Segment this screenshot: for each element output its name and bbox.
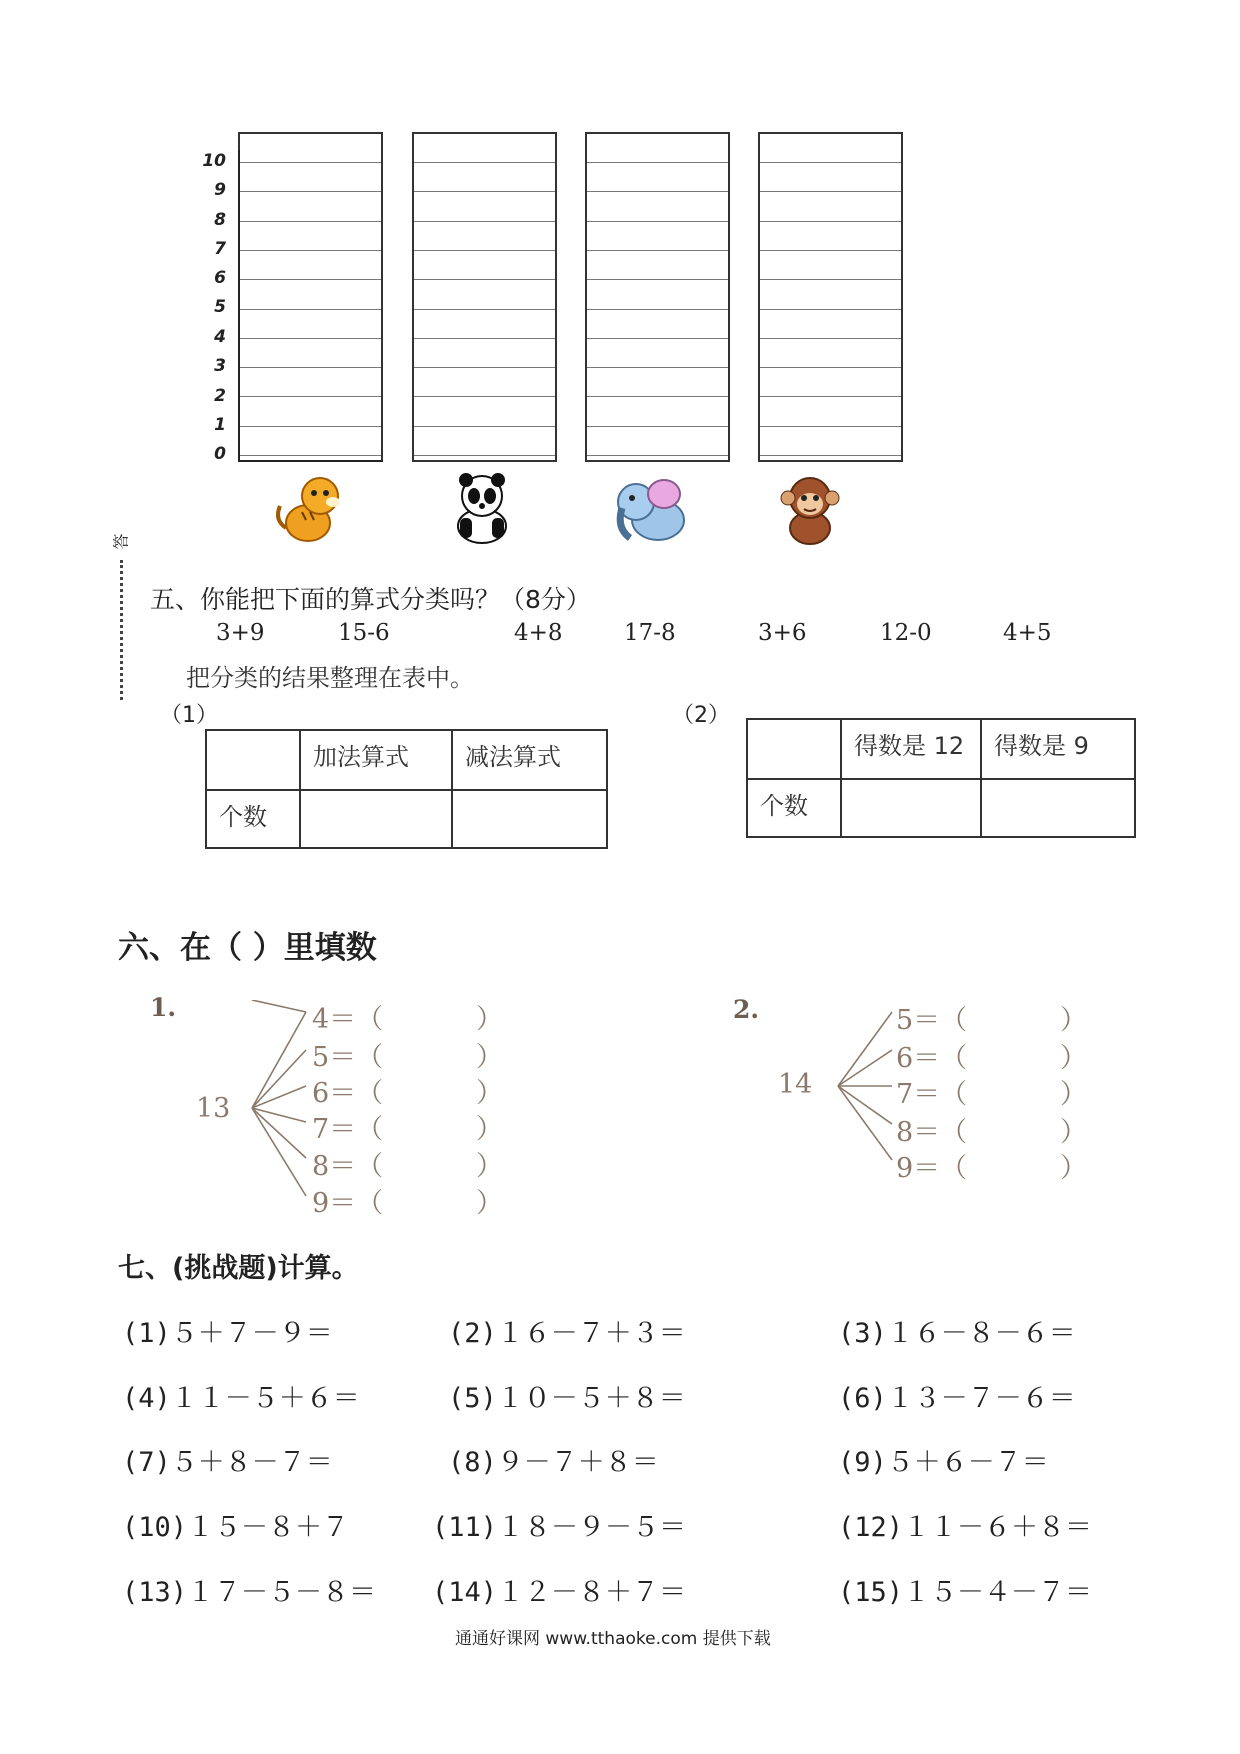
panda-icon (432, 468, 532, 548)
table-row-label: 个数 (747, 779, 841, 837)
tree2-item: 7＝（ (896, 1079, 968, 1110)
chart-column-1[interactable] (238, 132, 383, 462)
grid-line (414, 367, 555, 368)
side-mark: 答 (111, 533, 131, 550)
table-header: 得数是 9 (981, 719, 1135, 779)
grid-line (760, 455, 901, 456)
tree1-label: 1. (150, 993, 177, 1022)
expression: 12-0 (880, 620, 932, 646)
close-paren: ） (476, 1042, 503, 1073)
grid-line (414, 221, 555, 222)
grid-line (587, 338, 728, 339)
grid-line (587, 367, 728, 368)
grid-line (240, 396, 381, 397)
tree2-item: 8＝（ (896, 1117, 968, 1148)
calc-problem: (6)１３－７－６＝ (838, 1383, 1076, 1414)
y-tick: 0 (214, 444, 226, 464)
grid-line (760, 250, 901, 251)
y-tick: 2 (214, 386, 226, 406)
close-paren: ） (476, 1114, 503, 1145)
tree1-item: 7＝（ (312, 1114, 384, 1145)
binding-dotted-line (120, 560, 123, 700)
answer-cell[interactable] (981, 779, 1135, 837)
calc-problem: (7)５＋８－７＝ (122, 1447, 333, 1478)
calc-problem: (8)９－７＋８＝ (448, 1447, 659, 1478)
grid-line (414, 396, 555, 397)
calc-problem: (14)１２－８＋７＝ (432, 1577, 687, 1608)
calc-problem: (11)１８－９－５＝ (432, 1512, 687, 1543)
close-paren: ） (476, 1151, 503, 1182)
calc-problem: (10)１５－８＋７ (122, 1512, 350, 1543)
tree2-item: 6＝（ (896, 1043, 968, 1074)
grid-line (240, 338, 381, 339)
grid-line (240, 221, 381, 222)
answer-cell[interactable] (452, 790, 607, 848)
y-tick: 3 (214, 356, 226, 376)
tree1-item: 8＝（ (312, 1151, 384, 1182)
y-tick: 1 (214, 415, 226, 435)
grid-line (587, 426, 728, 427)
grid-line (414, 162, 555, 163)
table-row-label: 个数 (206, 790, 300, 848)
grid-line (760, 338, 901, 339)
expression: 3+9 (216, 620, 265, 646)
tree1-branches (250, 1000, 310, 1210)
calc-problem: (3)１６－８－６＝ (838, 1318, 1076, 1349)
grid-line (240, 309, 381, 310)
grid-line (240, 367, 381, 368)
expression: 4+5 (1003, 620, 1052, 646)
calc-problem: (9)５＋６－７＝ (838, 1447, 1049, 1478)
calc-problem: (15)１５－４－７＝ (838, 1577, 1093, 1608)
grid-line (760, 396, 901, 397)
y-tick: 8 (214, 210, 226, 230)
table-cell (747, 719, 841, 779)
footer-text: 通通好课网 www.tthaoke.com 提供下载 (455, 1629, 771, 1649)
chart-column-3[interactable] (585, 132, 730, 462)
grid-line (587, 162, 728, 163)
grid-line (414, 426, 555, 427)
close-paren: ） (476, 1188, 503, 1219)
grid-line (760, 426, 901, 427)
table1-label: （1） (160, 703, 218, 728)
tree1-item: 9＝（ (312, 1188, 384, 1219)
answer-cell[interactable] (841, 779, 981, 837)
y-tick: 9 (214, 180, 226, 200)
tree2-root: 14 (778, 1069, 813, 1100)
grid-line (240, 426, 381, 427)
grid-line (587, 191, 728, 192)
grid-line (414, 455, 555, 456)
tiger-icon (258, 468, 358, 548)
y-axis (238, 150, 240, 462)
calc-problem: (2)１６－７＋３＝ (448, 1318, 686, 1349)
section5-instruction: 把分类的结果整理在表中。 (186, 664, 474, 692)
grid-line (760, 309, 901, 310)
y-tick: 7 (214, 239, 226, 259)
close-paren: ） (476, 1004, 503, 1035)
close-paren: ） (1060, 1153, 1087, 1184)
grid-line (760, 191, 901, 192)
grid-line (760, 367, 901, 368)
calc-problem: (1)５＋７－９＝ (122, 1318, 333, 1349)
table-header: 加法算式 (300, 730, 452, 790)
grid-line (240, 250, 381, 251)
y-tick: 4 (214, 327, 226, 347)
tree1-root: 13 (196, 1093, 231, 1124)
y-tick: 10 (202, 151, 226, 171)
grid-line (760, 279, 901, 280)
y-tick: 5 (214, 297, 226, 317)
grid-line (240, 455, 381, 456)
table-result (746, 718, 1136, 838)
tree1-item: 6＝（ (312, 1078, 384, 1109)
close-paren: ） (1060, 1117, 1087, 1148)
tree1-item: 5＝（ (312, 1042, 384, 1073)
table2-label: （2） (672, 703, 730, 728)
answer-cell[interactable] (300, 790, 452, 848)
table-cell (206, 730, 300, 790)
close-paren: ） (1060, 1005, 1087, 1036)
close-paren: ） (476, 1078, 503, 1109)
expression: 17-8 (624, 620, 676, 646)
grid-line (587, 221, 728, 222)
table-add-sub (205, 729, 608, 849)
section6-title: 六、在（ ）里填数 (118, 930, 377, 966)
section7-title: 七、(挑战题)计算。 (118, 1253, 359, 1284)
grid-line (760, 221, 901, 222)
grid-line (414, 338, 555, 339)
grid-line (414, 191, 555, 192)
calc-problem: (12)１１－６＋８＝ (838, 1512, 1093, 1543)
grid-line (587, 309, 728, 310)
grid-line (587, 250, 728, 251)
grid-line (414, 309, 555, 310)
calc-problem: (5)１０－５＋８＝ (448, 1383, 686, 1414)
chart-column-2[interactable] (412, 132, 557, 462)
table-header: 得数是 12 (841, 719, 981, 779)
close-paren: ） (1060, 1079, 1087, 1110)
expression: 3+6 (758, 620, 807, 646)
grid-line (760, 162, 901, 163)
expression: 4+8 (514, 620, 563, 646)
x-axis (238, 460, 383, 462)
tree2-branches (836, 1000, 896, 1180)
section5-title: 五、你能把下面的算式分类吗？（8分） (150, 585, 591, 614)
grid-line (587, 455, 728, 456)
chart-column-4[interactable] (758, 132, 903, 462)
grid-line (240, 279, 381, 280)
close-paren: ） (1060, 1043, 1087, 1074)
tree2-item: 5＝（ (896, 1005, 968, 1036)
table-header: 减法算式 (452, 730, 607, 790)
elephant-icon (600, 468, 700, 548)
grid-line (587, 396, 728, 397)
calc-problem: (13)１７－５－８＝ (122, 1577, 377, 1608)
grid-line (240, 162, 381, 163)
tree1-item: 4＝（ (312, 1004, 384, 1035)
grid-line (414, 279, 555, 280)
grid-line (414, 250, 555, 251)
y-tick: 6 (214, 268, 226, 288)
tree2-label: 2. (733, 995, 760, 1024)
calc-problem: (4)１１－５＋６＝ (122, 1383, 360, 1414)
monkey-icon (760, 468, 860, 548)
grid-line (240, 191, 381, 192)
grid-line (587, 279, 728, 280)
expression: 15-6 (338, 620, 390, 646)
tree2-item: 9＝（ (896, 1153, 968, 1184)
